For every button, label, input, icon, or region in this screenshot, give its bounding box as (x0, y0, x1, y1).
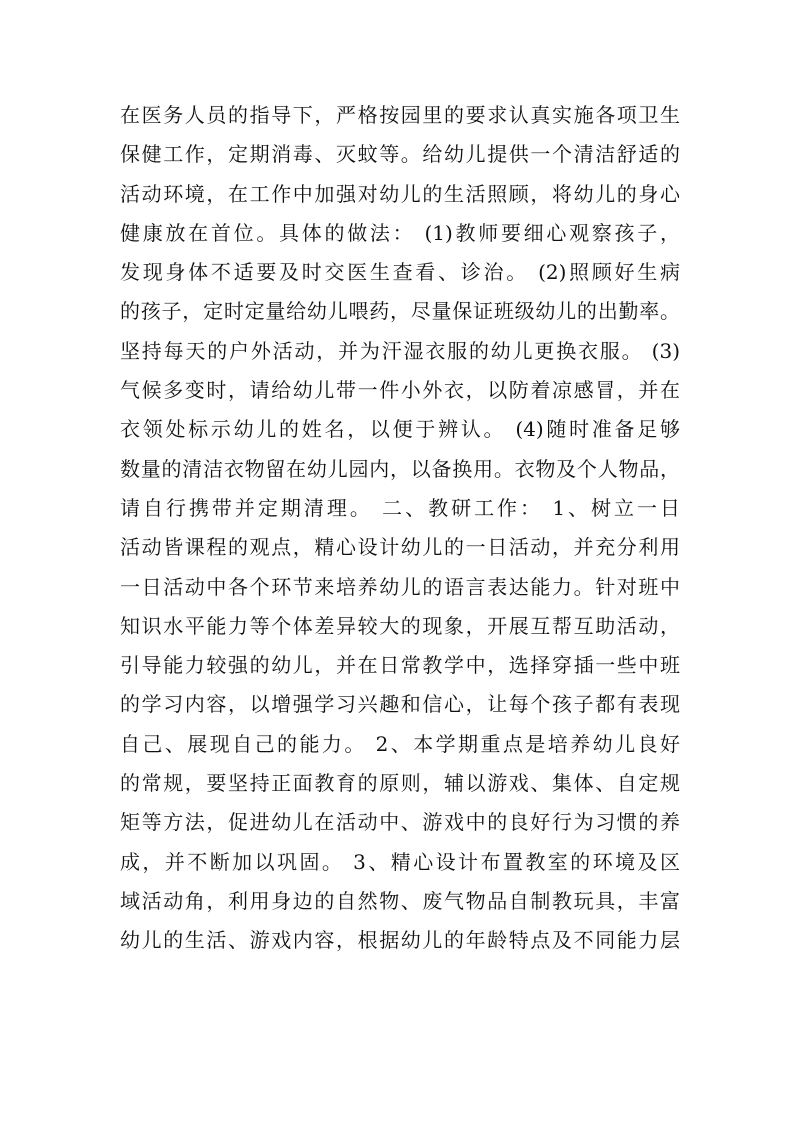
text-line: 知识水平能力等个体差异较大的现象，开展互帮互助活动， (120, 613, 680, 638)
text-line: 域活动角，利用身边的自然物、废气物品自制教玩具，丰富 (120, 888, 680, 913)
text-line: 请自行携带并定期清理。 二、教研工作： 1、树立一日 (120, 495, 680, 520)
text-line: 引导能力较强的幼儿，并在日常教学中，选择穿插一些中班 (120, 653, 680, 678)
text-line: 矩等方法，促进幼儿在活动中、游戏中的良好行为习惯的养 (120, 810, 680, 835)
text-line: 健康放在首位。具体的做法： (1)教师要细心观察孩子， (120, 220, 680, 245)
text-line: 的孩子，定时定量给幼儿喂药，尽量保证班级幼儿的出勤率。 (120, 299, 680, 324)
text-line: 的常规，要坚持正面教育的原则，辅以游戏、集体、自定规 (120, 771, 680, 796)
text-line: 活动环境，在工作中加强对幼儿的生活照顾，将幼儿的身心 (120, 181, 680, 206)
text-line: 在医务人员的指导下，严格按园里的要求认真实施各项卫生 (120, 103, 680, 127)
text-line: 幼儿的生活、游戏内容，根据幼儿的年龄特点及不同能力层 (120, 928, 680, 953)
text-line: 自己、展现自己的能力。 2、本学期重点是培养幼儿良好 (120, 731, 680, 756)
text-line: 气候多变时，请给幼儿带一件小外衣，以防着凉感冒，并在 (120, 378, 680, 403)
text-line: 发现身体不适要及时交医生查看、诊治。 (2)照顾好生病 (120, 260, 680, 285)
body-text (120, 96, 680, 961)
text-line: 坚持每天的户外活动，并为汗湿衣服的幼儿更换衣服。 (3) (120, 338, 680, 363)
text-line: 保健工作，定期消毒、灭蚊等。给幼儿提供一个清洁舒适的 (120, 142, 680, 167)
text-line: 活动皆课程的观点，精心设计幼儿的一日活动，并充分利用 (120, 535, 680, 560)
text-line: 成，并不断加以巩固。 3、精心设计布置教室的环境及区 (120, 849, 680, 874)
text-line: 数量的清洁衣物留在幼儿园内，以备换用。衣物及个人物品， (120, 456, 680, 481)
text-line: 一日活动中各个环节来培养幼儿的语言表达能力。针对班中 (120, 574, 680, 599)
text-line: 的学习内容，以增强学习兴趣和信心，让每个孩子都有表现 (120, 692, 680, 717)
text-line: 衣领处标示幼儿的姓名，以便于辨认。 (4)随时准备足够 (120, 417, 680, 442)
